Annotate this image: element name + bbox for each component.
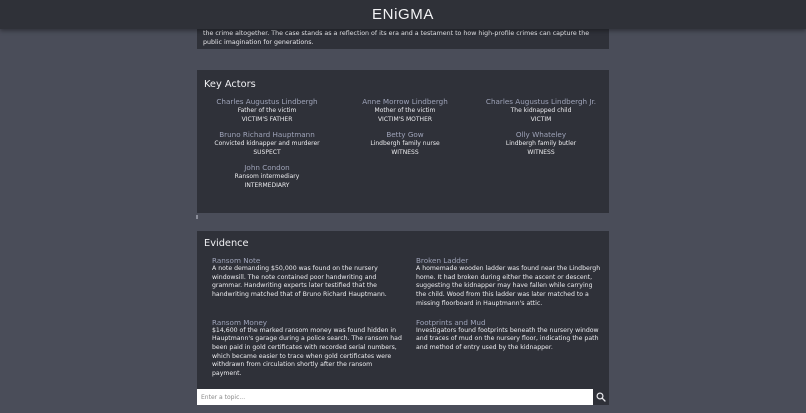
evidence-grid: [212, 256, 602, 397]
actor-card: [337, 97, 473, 124]
evidence-text: Investigators found footprints beneath the nursery window and traces of mud on the nursery floor, indicating the path and method of entry used by the kidnapper.: [416, 326, 599, 351]
actor-role: VICTIM: [530, 115, 552, 123]
actor-desc: Lindbergh family butler: [505, 140, 577, 147]
evidence-title[interactable]: Ransom Money: [212, 317, 268, 327]
actor-card: [337, 130, 473, 157]
actor-card: [473, 130, 609, 157]
scroll-indicator: [196, 215, 198, 219]
actor-role: WITNESS: [391, 148, 419, 156]
app-title: ENiGMA: [372, 6, 434, 23]
evidence-title[interactable]: Ransom Note: [212, 256, 261, 265]
actor-role: INTERMEDIARY: [244, 181, 290, 189]
evidence-panel: [197, 231, 609, 401]
actor-role: VICTIM'S MOTHER: [377, 115, 433, 123]
actor-desc: Lindbergh family nurse: [370, 140, 440, 147]
evidence-item: [212, 318, 402, 379]
actor-role: SUSPECT: [253, 148, 281, 156]
actor-desc: Mother of the victim: [374, 107, 436, 114]
actor-desc: The kidnapped child: [510, 107, 572, 114]
actor-role: WITNESS: [527, 148, 555, 156]
key-actors-panel: [197, 70, 609, 213]
evidence-item: [416, 256, 604, 309]
top-bar: [0, 0, 806, 29]
actor-name[interactable]: Betty Gow: [386, 130, 424, 139]
evidence-item: [212, 256, 402, 309]
evidence-item: [416, 318, 604, 379]
search-icon: [596, 392, 606, 402]
actor-desc: Ransom intermediary: [234, 173, 300, 180]
intro-text: the crime altogether. The case stands as a reflection of its era and a testament to how high-profile crimes can capture the public imagination for generations.: [203, 30, 590, 46]
actor-name[interactable]: Bruno Richard Hauptmann: [219, 130, 315, 139]
evidence-text: A homemade wooden ladder was found near the Lindbergh home. It had broken during either the ascent or descent, suggesting the kidnapper may have fallen while carrying the child. Wood from this ladder was later matched to a missing floorboard in Hauptmann's attic.: [416, 265, 601, 307]
actor-card: [197, 97, 337, 124]
search-bar: [197, 389, 609, 405]
actor-role: VICTIM'S FATHER: [241, 115, 293, 123]
actor-name[interactable]: Charles Augustus Lindbergh Jr.: [485, 97, 597, 106]
actor-name[interactable]: John Condon: [244, 163, 290, 172]
actor-desc: Convicted kidnapper and murderer: [214, 140, 320, 147]
actor-card: [197, 130, 337, 157]
actor-name[interactable]: Charles Augustus Lindbergh: [216, 97, 318, 106]
actor-card: [197, 163, 337, 190]
evidence-text: A note demanding $50,000 was found on the nursery windowsill. The note contained poor handwriting and grammar. Handwriting experts later testified that the handwriting matched that of Bruno Richard Hauptmann.: [212, 265, 387, 299]
key-actors-heading: Key Actors: [204, 79, 256, 90]
actor-name[interactable]: Anne Morrow Lindbergh: [362, 97, 448, 106]
actor-name[interactable]: Olly Whateley: [515, 130, 567, 139]
evidence-text: $14,600 of the marked ransom money was found hidden in Hauptmann's garage during a police search. The ransom had been paid in gold certificates with recorded serial numbers, which became easier to trace when gold certificates were withdrawn from circulation shortly after the ransom payment.: [212, 326, 402, 378]
actor-desc: Father of the victim: [237, 107, 297, 114]
evidence-heading: Evidence: [204, 238, 249, 249]
search-input[interactable]: [197, 389, 593, 405]
evidence-title[interactable]: Footprints and Mud: [416, 317, 486, 327]
actors-grid: [197, 97, 609, 190]
evidence-title[interactable]: Broken Ladder: [416, 256, 469, 265]
search-button[interactable]: [593, 389, 609, 405]
actor-card: [473, 97, 609, 124]
